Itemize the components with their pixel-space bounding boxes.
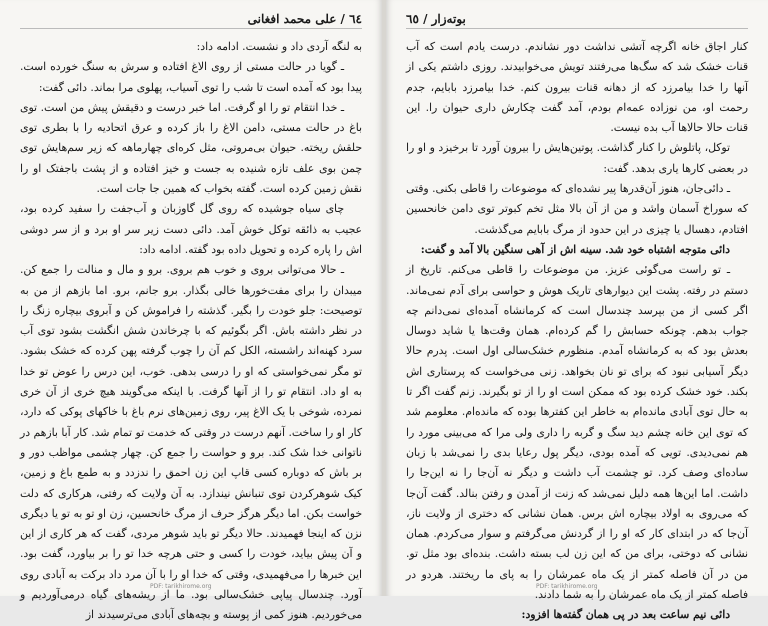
left-page-header-text: ٦٤ / علی محمد افغانی — [247, 12, 362, 26]
left-page-header — [20, 10, 362, 29]
left-page-body — [20, 37, 362, 626]
right-page-body — [406, 37, 748, 626]
paragraph: چای سیاه جوشیده که روی گل گاوزبان و آب‌جفت را سفید کرده بود، عجیب به ذائقه توکل خوش آمد. دائی دست زیر سر او برد و از سر دوشی اش را پاره کرده و تحویل داده بود گفته. ادامه داد: — [20, 202, 362, 256]
paragraph: توکل، پاتلوش را کنار گذاشت. پوتین‌هایش را بیرون آورد تا برخیزد و او را در بعضی کارها یاری بدهد. گفت: — [406, 141, 748, 175]
right-page-header — [406, 10, 748, 29]
paragraph: دائی متوجه اشتباه خود شد. سینه اش از آهی سنگین بالا آمد و گفت: — [420, 242, 730, 256]
paragraph: ـ خدا انتقام تو را او گرفت. اما خبر درست و دقیقش پیش من است. توی باغ در حالت مستی، دامن الاغ را باز کرده و عرق اتحادیه را با بطری توی حلقش ریخته. حیوان بی‌مروتی، مثل کره‌ای چهارماهه که زیر سم‌هایش توی چمن بوی علف تازه شنیده به جست و خیز افتاده و از پشت با‌جفتک او را نقش زمین کرده است. گفته بخواب که همین جا جات است. — [20, 100, 362, 196]
right-page-header-text: بوته‌زار / ٦٥ — [406, 12, 466, 26]
paragraph: ـ دائی‌جان، هنوز آن‌قدرها پیر نشده‌ای که موضوعات را قاطی بکنی. وقتی که سوراخ آسمان واشد و من از آن بالا مثل تخم کبوتر توی دامن خانحسین افتادم، دهسال یا چیزی در این حدود از مرگ بابایم می‌گذشت. — [406, 182, 748, 236]
paragraph: کنار اجاق خانه اگرچه آتشی نداشت دور نشاندم. درست یادم است که آب قنات خشک شد که سگ‌ها می‌رفتند تویش می‌خوابیدند. روزی داشتم یکی از آنها را خدا بیامرزد که از دهانه قنات بیرون کنم. خدا بیامرزد بابایم، جدم رحمت او، من نوزاده عمه‌ام بودم، آمد گفت چکارش داری حیوان را. این قنات حالا حالاها آب بده نیست. — [406, 40, 748, 135]
left-page — [0, 0, 382, 622]
paragraph: ـ گویا در حالت مستی از روی الاغ افتاده و سرش به سنگ خورده است. پیدا بود که آمده است تا شب را توی آسیاب، پهلوی مرا بماند. دائی گفت: — [20, 60, 362, 94]
page-watermark: PDF: tarikhirome.org — [150, 583, 212, 590]
paragraph: ـ تو راست می‌گوئی عزیز. من موضوعات را قاطی می‌کنم. تاریخ از دستم در رفته. پشت این دیوارهای تاریک هوش و حواسی برای آدم نمی‌ماند. اگر کسی از من بپرسد چندسال است که کرمانشاه آمده‌ای نمی‌دانم چه جواب بدهم. چونکه حسابش را گم کرده‌ام. همان وقت‌ها یا شاید دوسال بعدش بود که به کرمانشاه آمدم. منظورم خشک‌سالی اول است. پدرم حالا دیگر آسیابی نبود که برای تو نان بخواهد. زنی می‌خواست که پرستاری اش بکند. خود خشک کرده بود که ممکن است او را از تو بگیرند. زنم گفت اگر تا به حال توی آبادی مانده‌ام به خاطر این کفترها بوده که مانده‌ام. معلومم شد که توی این خانه چشم دید سگ و گربه را داری ولی مرا که می‌بینی مورد را هم نمی‌دیدی. تویی که آمده بودی، دیگر پول رعایا بدی را نمی‌شد با زبان ساده‌ای وصف کرد. تو چشمت آب داشت و دیگر نه آن‌جا را نه این‌جا را داشت. اما این‌ها همه دلیل نمی‌شد که زنت از آمدن و رفتن بنالد. گفت آن‌جا که می‌روی به اولاد بیچاره اش برس. همان نشانی که دختری از ولایت ناز، آن‌جا که در ابتدای کار که او را از گردنش می‌گرفتم و سوار می‌کردم. همان نشانی که دوختی، برای من که این زن لب بسته داشت. بنده‌ای بود مثل تو. من در آن فاصله کمتر از یک ماه عمرشان را به پای ما ریختند. هردو در فاصله کمتر از یک ماه عمرشان را به شما دادند. — [406, 263, 748, 602]
paragraph: به لنگه آردی داد و نشست. ادامه داد: — [196, 40, 362, 53]
page-watermark: PDF: tarikhirome.org — [536, 583, 598, 590]
right-page — [386, 0, 768, 622]
paragraph: دائی نیم ساعت بعد در پی همان گفته‌ها افزود: — [521, 608, 730, 622]
paragraph: ـ حالا می‌توانی بروی و خوب هم بروی. برو و مال و منالت را جمع کن. میبدان را برای مفت‌خورها خالی بگذار. برو جانم، برو. اما بازهم از من به توصیحت: جلو خودت را بگیر. گذشته را فراموش کن و آبروی بیچاره زنگ را در نظر داشته باش. اگر بگوئیم که با چرخاندن شش انگشت بشود توی آب سرد کهنه‌اند راشسته، الکل کم آن را چوب گرفته پهن کرده که خشک بشود. تو مگر نمی‌خواستی که او را درسی بدهی. خوب، این درس را عوض تو خدا به او داد. انتقام تو را از آنها گرفت. با اینکه می‌گویند هیچ خری از آن خری نمرده، شوخی با یک الاغ پیر، روی زمین‌های نرم باغ با خاکهای پوکی که دارد، کار او را ساخت. آنهم درست در وقتی که خدمت تو تمام شد. کار آبا بازهم در ناتوانی خدا شک کند. برو و حواست را جمع کن. چهار چشمی مواظب دور و بر باش که دوباره کسی قاپ این زن احمق را ندزدد و به طمع باغ و زمین، کیک شوهرکردن توی تنبانش نیندازد. به آن ولایت که رفتی، هرکاری که دلت خواست بکن. اما دیگر هرگز حرف از مرگ خانحسین، زن او تو به تو یا دیگری نزن که اینجا فهمیدند. حالا دیگر تو باید شوهر مردی، گفت که هر کاری از این و آن پیش بیاید، خودت را کسی و حتی هرچه خدا تو را بر بیاورد، گفت بود. این خبرها را می‌فهمیدی، وقتی که خدا او را با آن مرد داد برکت به آبادی روی آورد. چندسال پیاپی خشک‌سالی بود. ما از ریشه‌های گیاه درمی‌آوردیم و می‌خوردیم. هنوز کمی از پوسته و بچه‌های آبادی می‌ترسیدند از — [20, 263, 362, 622]
